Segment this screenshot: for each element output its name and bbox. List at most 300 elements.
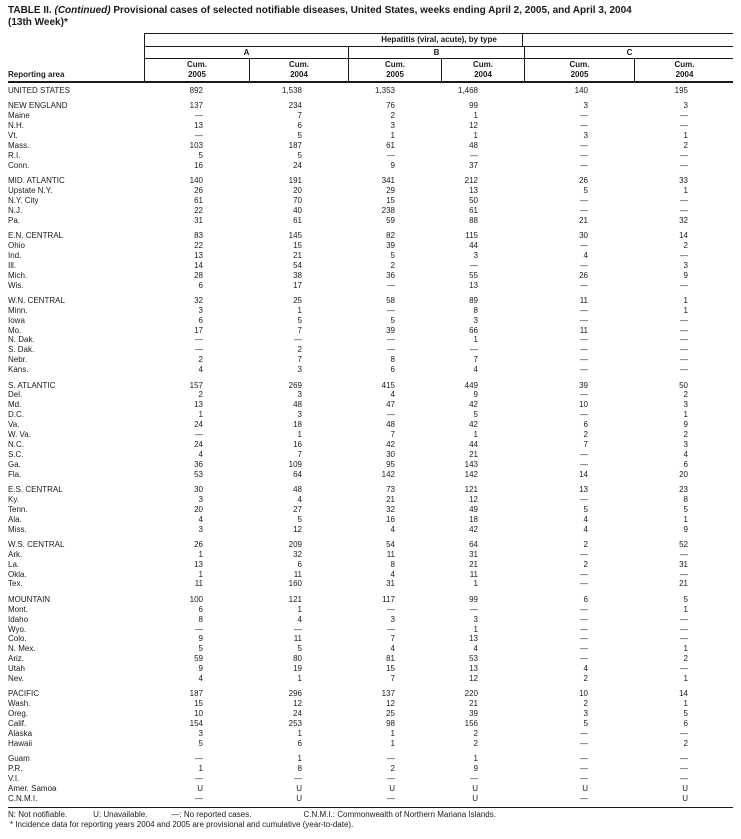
value-cell: 121 (288, 594, 302, 604)
value-cell: — (580, 195, 588, 205)
value-cell: — (387, 774, 395, 783)
value-cell: 88 (469, 215, 478, 225)
value-cell: 38 (293, 270, 302, 280)
reporting-area-cell: Ala. (8, 514, 22, 524)
reporting-area-cell: Ky. (8, 494, 19, 504)
reporting-area-cell: E.N. CENTRAL (8, 231, 64, 241)
table-row (8, 176, 733, 186)
value-cell: — (680, 280, 688, 290)
value-cell: — (470, 774, 478, 783)
reporting-area-cell: Alaska (8, 728, 33, 738)
value-cell: 1,353 (374, 86, 395, 95)
value-cell: — (580, 355, 588, 365)
value-cell: 3 (390, 614, 395, 624)
region-group (8, 86, 733, 96)
value-cell: — (470, 260, 478, 270)
value-cell: — (580, 345, 588, 355)
reporting-area-cell: Maine (8, 111, 30, 121)
value-cell: 6 (198, 315, 203, 325)
value-cell: 29 (386, 186, 395, 196)
value-cell: 58 (386, 295, 395, 305)
value-cell: 2 (473, 728, 478, 738)
value-cell: — (680, 365, 688, 375)
reporting-area-cell: PACIFIC (8, 689, 39, 699)
reporting-area-cell: Okla. (8, 569, 27, 579)
value-cell: 3 (473, 250, 478, 260)
region-group (8, 689, 733, 748)
value-cell: U (682, 783, 688, 793)
table-row (8, 470, 733, 480)
value-cell: 1 (683, 186, 688, 196)
value-cell: 142 (464, 469, 478, 479)
value-cell: 76 (386, 101, 395, 111)
value-cell: 50 (469, 195, 478, 205)
value-cell: — (580, 624, 588, 634)
value-cell: 4 (198, 449, 203, 459)
value-cell: U (197, 783, 203, 793)
value-cell: 53 (469, 654, 478, 664)
value-cell: — (680, 315, 688, 325)
value-cell: 3 (297, 365, 302, 375)
value-cell: 6 (683, 459, 688, 469)
value-cell: 2 (683, 390, 688, 400)
value-cell: 47 (386, 400, 395, 410)
year-label: 2005 (188, 69, 206, 79)
hepatitis-b-header: B (348, 47, 524, 58)
value-cell: — (680, 754, 688, 764)
value-cell: 4 (198, 673, 203, 683)
value-cell: U (389, 783, 395, 793)
table-title-number: TABLE II. (8, 5, 52, 16)
value-cell: 143 (464, 459, 478, 469)
value-cell: — (580, 160, 588, 170)
cum-label: Cum. (187, 60, 207, 69)
value-cell: 73 (386, 484, 395, 494)
value-cell: 1 (473, 111, 478, 121)
value-cell: 66 (469, 325, 478, 335)
reporting-area-cell: Ga. (8, 459, 21, 469)
table-header (8, 33, 733, 83)
value-cell: 1 (198, 410, 203, 420)
value-cell: 16 (194, 160, 203, 170)
value-cell: — (580, 390, 588, 400)
value-cell: 28 (194, 270, 203, 280)
reporting-area-cell: Fla. (8, 469, 22, 479)
table-row (8, 306, 733, 316)
value-cell: — (580, 654, 588, 664)
value-cell: 5 (198, 738, 203, 748)
value-cell: — (680, 160, 688, 170)
table-row (8, 605, 733, 615)
value-cell: 3 (198, 494, 203, 504)
table-row (8, 689, 733, 699)
table-row (8, 365, 733, 375)
value-cell: — (387, 305, 395, 315)
value-cell: 5 (297, 131, 302, 141)
value-cell: — (680, 549, 688, 559)
value-cell: 3 (683, 260, 688, 270)
value-cell: 117 (382, 594, 395, 604)
value-cell: 1,538 (281, 86, 302, 95)
value-cell: 70 (293, 195, 302, 205)
value-cell: — (195, 335, 203, 345)
value-cell: 13 (469, 664, 478, 674)
value-cell: — (680, 569, 688, 579)
value-cell: 48 (293, 484, 302, 494)
value-cell: 32 (386, 504, 395, 514)
footnote-cnmi: C.N.M.I.: Commonwealth of Northern Mariana Islands. (303, 809, 496, 819)
value-cell: — (195, 131, 203, 141)
value-cell: — (580, 260, 588, 270)
value-cell: 64 (469, 539, 478, 549)
hepatitis-a-header: A (243, 48, 250, 57)
value-cell: 5 (683, 594, 688, 604)
table-row (8, 495, 733, 505)
value-cell: 2 (583, 539, 588, 549)
footnote-no-reported-cases: —: No reported cases. (171, 809, 252, 819)
table-row (8, 794, 733, 804)
table-row (8, 131, 733, 141)
value-cell: — (680, 335, 688, 345)
value-cell: — (680, 355, 688, 365)
reporting-area-cell: Tenn. (8, 504, 28, 514)
value-cell: 4 (583, 524, 588, 534)
value-cell: — (580, 335, 588, 345)
table-row (8, 410, 733, 420)
value-cell: 157 (189, 380, 203, 390)
value-cell: 142 (381, 469, 395, 479)
value-cell: 7 (583, 439, 588, 449)
value-cell: 1 (473, 131, 478, 141)
value-cell: 1 (297, 728, 302, 738)
value-cell: 44 (469, 240, 478, 250)
value-cell: 27 (293, 504, 302, 514)
value-cell: — (387, 754, 395, 764)
reporting-area-cell: MOUNTAIN (8, 594, 51, 604)
value-cell: 9 (473, 764, 478, 774)
value-cell: 31 (469, 549, 478, 559)
value-cell: 10 (579, 689, 588, 699)
value-cell: 11 (469, 569, 478, 579)
value-cell: 39 (579, 380, 588, 390)
table-row (8, 355, 733, 365)
reporting-area-cell: Ill. (8, 260, 16, 270)
value-cell: 21 (469, 699, 478, 709)
reporting-area-cell: Mass. (8, 140, 30, 150)
value-cell: 12 (469, 121, 478, 131)
reporting-area-cell: Minn. (8, 305, 28, 315)
value-cell: 2 (297, 345, 302, 355)
value-cell: 6 (583, 420, 588, 430)
value-cell: 17 (194, 325, 203, 335)
value-cell: 1 (198, 764, 203, 774)
value-cell: 6 (390, 365, 395, 375)
value-cell: 4 (390, 569, 395, 579)
reporting-area-cell: Hawaii (8, 738, 33, 748)
value-cell: 18 (293, 420, 302, 430)
reporting-area-cell: N.C. (8, 439, 24, 449)
value-cell: 59 (386, 215, 395, 225)
table-row (8, 251, 733, 261)
value-cell: — (680, 774, 688, 783)
value-cell: 42 (469, 524, 478, 534)
table-row (8, 381, 733, 391)
col-header-c-2005 (524, 59, 634, 81)
reporting-area-cell: MID. ATLANTIC (8, 176, 65, 186)
value-cell: 9 (683, 524, 688, 534)
value-cell: 100 (189, 594, 203, 604)
value-cell: 2 (198, 355, 203, 365)
value-cell: — (580, 754, 588, 764)
table-title-week: (13th Week)* (8, 17, 68, 28)
table-row (8, 335, 733, 345)
value-cell: 14 (679, 689, 688, 699)
value-cell: — (580, 549, 588, 559)
value-cell: 3 (473, 315, 478, 325)
value-cell: 4 (390, 644, 395, 654)
value-cell: 48 (386, 420, 395, 430)
value-cell: 6 (583, 594, 588, 604)
value-cell: 137 (189, 101, 203, 111)
value-cell: 2 (583, 430, 588, 439)
disease-spanner-label: Hepatitis (viral, acute), by type (381, 35, 497, 44)
value-cell: 8 (390, 355, 395, 365)
value-cell: 2 (683, 654, 688, 664)
value-cell: 8 (198, 614, 203, 624)
value-cell: 145 (288, 231, 302, 241)
table-title-text: Provisional cases of selected notifiable diseases, United States, weeks ending April 2, 2005, and April 3, 2004 (113, 5, 632, 16)
value-cell: 36 (386, 270, 395, 280)
value-cell: 7 (390, 634, 395, 644)
value-cell: 1 (683, 410, 688, 420)
table-row (8, 570, 733, 580)
value-cell: — (580, 205, 588, 215)
value-cell: 17 (293, 280, 302, 290)
value-cell: 14 (679, 231, 688, 241)
table-body (8, 86, 733, 804)
reporting-area-cell: Calif. (8, 719, 27, 729)
value-cell: — (680, 614, 688, 624)
value-cell: 48 (469, 140, 478, 150)
value-cell: 3 (297, 390, 302, 400)
reporting-area-cell: Del. (8, 390, 23, 400)
reporting-area-cell: N. Mex. (8, 644, 36, 654)
value-cell: 195 (674, 86, 688, 95)
value-cell: — (580, 793, 588, 803)
value-cell: U (472, 793, 478, 803)
value-cell: — (195, 793, 203, 803)
reporting-area-cell: Wash. (8, 699, 31, 709)
table-row (8, 440, 733, 450)
reporting-area-cell: Mo. (8, 325, 22, 335)
value-cell: — (580, 764, 588, 774)
table-row (8, 784, 733, 794)
value-cell: 39 (469, 709, 478, 719)
value-cell: 39 (386, 240, 395, 250)
reporting-area-cell: UNITED STATES (8, 86, 70, 95)
col-header-a-2004 (249, 59, 348, 81)
value-cell: 1 (297, 604, 302, 614)
value-cell: — (680, 325, 688, 335)
table-row (8, 430, 733, 440)
value-cell: 1 (473, 579, 478, 589)
value-cell: 32 (293, 549, 302, 559)
value-cell: 7 (297, 355, 302, 365)
reporting-area-cell: Wis. (8, 280, 24, 290)
value-cell: 83 (194, 231, 203, 241)
value-cell: 1 (683, 673, 688, 683)
value-cell: 1 (473, 335, 478, 345)
value-cell: 8 (390, 559, 395, 569)
value-cell: — (387, 624, 395, 634)
value-cell: 13 (469, 634, 478, 644)
reporting-area-cell: Ariz. (8, 654, 24, 664)
table-row (8, 579, 733, 589)
value-cell: 1 (683, 644, 688, 654)
value-cell: 2 (390, 111, 395, 121)
value-cell: 64 (293, 469, 302, 479)
reporting-area-cell: Utah (8, 664, 25, 674)
reporting-area-cell: V.I. (8, 774, 20, 783)
value-cell: — (294, 335, 302, 345)
reporting-area-cell: Colo. (8, 634, 27, 644)
value-cell: — (387, 150, 395, 160)
table-row (8, 515, 733, 525)
value-cell: 2 (583, 699, 588, 709)
value-cell: 238 (381, 205, 395, 215)
value-cell: 53 (194, 469, 203, 479)
column-divider (522, 34, 523, 46)
value-cell: 2 (683, 738, 688, 748)
value-cell: 892 (189, 86, 203, 95)
value-cell: 14 (194, 260, 203, 270)
value-cell: 5 (583, 504, 588, 514)
value-cell: 5 (297, 644, 302, 654)
value-cell: 5 (198, 150, 203, 160)
value-cell: — (195, 624, 203, 634)
value-cell: 2 (683, 430, 688, 439)
value-cell: 1 (390, 728, 395, 738)
value-cell: 5 (390, 250, 395, 260)
table-row (8, 550, 733, 560)
reporting-area-cell: Md. (8, 400, 22, 410)
value-cell: 22 (194, 240, 203, 250)
footnote-not-notifiable: N: Not notifiable. (8, 809, 68, 819)
value-cell: 8 (473, 305, 478, 315)
table-title (8, 5, 733, 17)
value-cell: 54 (293, 260, 302, 270)
value-cell: — (580, 634, 588, 644)
value-cell: 81 (386, 654, 395, 664)
value-cell: 3 (683, 101, 688, 111)
value-cell: 7 (297, 111, 302, 121)
footnote-legend (8, 810, 733, 820)
value-cell: 21 (469, 559, 478, 569)
value-cell: 15 (194, 699, 203, 709)
value-cell: 9 (390, 160, 395, 170)
value-cell: 25 (386, 709, 395, 719)
region-group (8, 101, 733, 170)
region-group (8, 754, 733, 803)
value-cell: 99 (469, 101, 478, 111)
year-label: 2004 (474, 69, 492, 79)
value-cell: 10 (194, 709, 203, 719)
region-group (8, 540, 733, 589)
value-cell: 95 (386, 459, 395, 469)
value-cell: 103 (189, 140, 203, 150)
footnote-unavailable: U: Unavailable. (93, 809, 148, 819)
value-cell: — (580, 365, 588, 375)
value-cell: 13 (469, 280, 478, 290)
value-cell: 7 (390, 430, 395, 439)
table-row (8, 186, 733, 196)
table-row (8, 206, 733, 216)
value-cell: — (580, 604, 588, 614)
value-cell: U (472, 783, 478, 793)
value-cell: 31 (386, 579, 395, 589)
value-cell: 33 (679, 176, 688, 186)
table-row (8, 674, 733, 684)
value-cell: 32 (194, 295, 203, 305)
value-cell: — (470, 345, 478, 355)
value-cell: 30 (194, 484, 203, 494)
reporting-area-cell: W.S. CENTRAL (8, 539, 65, 549)
value-cell: 42 (469, 420, 478, 430)
value-cell: 2 (583, 673, 588, 683)
value-cell: 11 (386, 549, 395, 559)
value-cell: — (580, 569, 588, 579)
reporting-area-cell: Ohio (8, 240, 25, 250)
reporting-area-cell: Mich. (8, 270, 28, 280)
value-cell: 1,468 (457, 86, 478, 95)
value-cell: 21 (679, 579, 688, 589)
value-cell: 12 (293, 699, 302, 709)
hepatitis-c-header: C (524, 47, 734, 58)
value-cell: 187 (189, 689, 203, 699)
reporting-area-cell: Wyo. (8, 624, 27, 634)
reporting-area-cell: Pa. (8, 215, 21, 225)
table-row (8, 634, 733, 644)
cumulative-year-row (145, 59, 733, 81)
value-cell: — (580, 459, 588, 469)
reporting-area-cell: Mont. (8, 604, 29, 614)
value-cell: 121 (464, 484, 478, 494)
value-cell: 40 (293, 205, 302, 215)
reporting-area-cell: N. Dak. (8, 335, 35, 345)
table-row (8, 216, 733, 226)
value-cell: 21 (469, 449, 478, 459)
value-cell: — (387, 335, 395, 345)
table-row (8, 196, 733, 206)
value-cell: 5 (683, 504, 688, 514)
table-row (8, 774, 733, 784)
value-cell: 6 (198, 604, 203, 614)
value-cell: — (387, 280, 395, 290)
value-cell: 2 (583, 559, 588, 569)
cum-label: Cum. (569, 60, 590, 69)
table-row (8, 400, 733, 410)
value-cell: 1 (683, 514, 688, 524)
table-row (8, 625, 733, 635)
value-cell: — (195, 111, 203, 121)
table-row (8, 644, 733, 654)
value-cell: 296 (288, 689, 302, 699)
value-cell: 42 (386, 439, 395, 449)
value-cell: 26 (194, 539, 203, 549)
region-group (8, 381, 733, 480)
value-cell: — (294, 774, 302, 783)
reporting-area-cell: La. (8, 559, 20, 569)
